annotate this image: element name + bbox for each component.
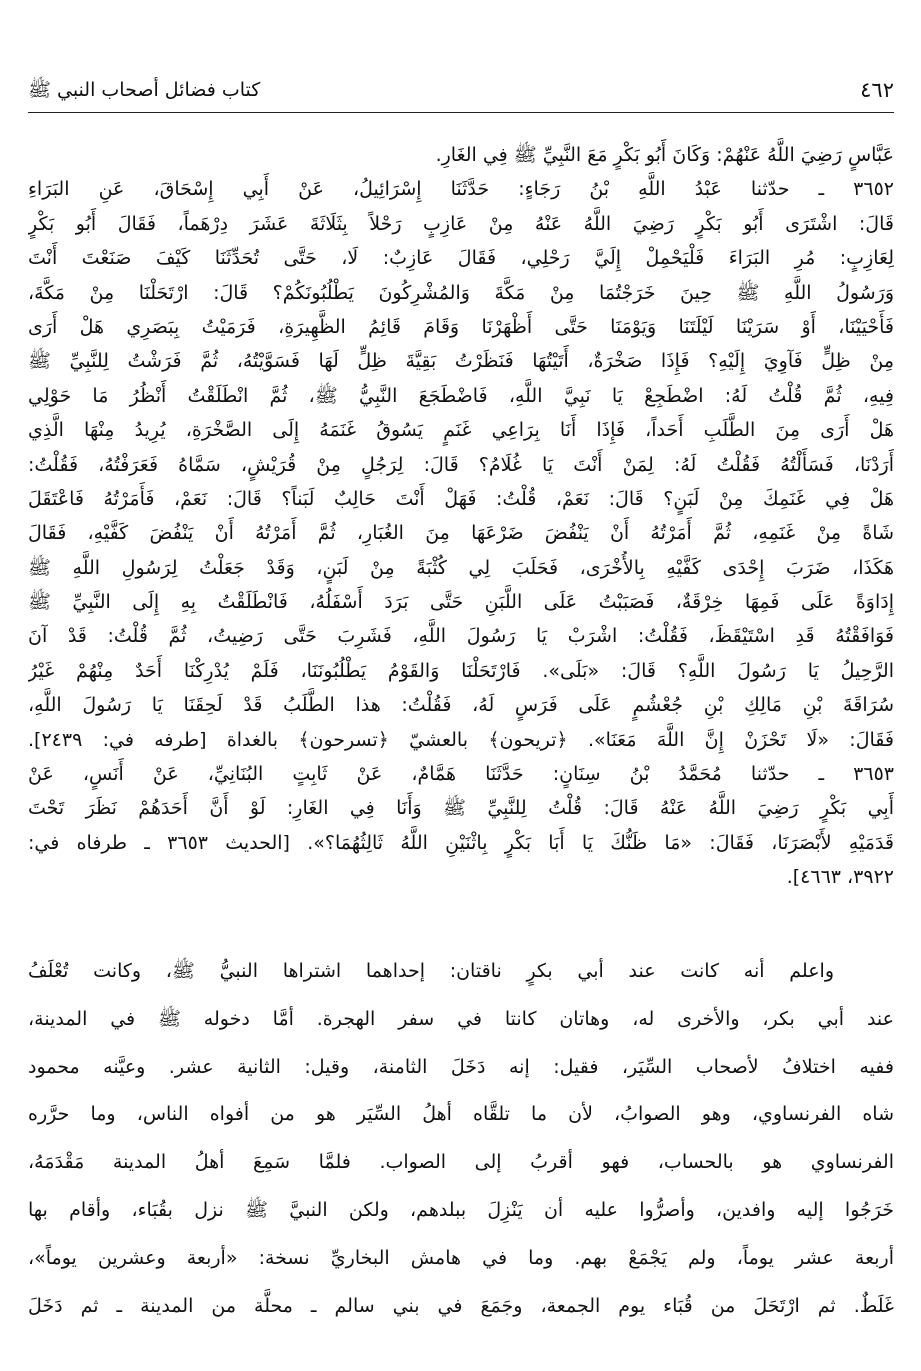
hadith-line: لِعَازِبٍ: مُرِ البَرَاءَ فَلْيَحْمِلْ إِلَيَّ رَحْلِي، فَقَالَ عَازِبٌ: لَا، حَتَّى تُحَدِّثَنَا كَيْفَ صَنَعْتَ أَنْتَ [28, 247, 894, 270]
hadith-line: مِنْ ظِلٍّ فَآوِيَ إِلَيْهِ؟ فَإِذَا صَخْرَةٌ، أَتَيْتُهَا فَنَظَرْتُ بَقِيَّةَ ظِلٍّ لَهَا فَسَوَّيْتُهُ، ثُمَّ فَرَشْتُ لِلنَّبِيِّ ﷺ [28, 350, 894, 373]
hadith-line: الرَّحِيلُ يَا رَسُولَ اللَّهِ؟ قَالَ: «بَلَى». فَارْتَحَلْنَا وَالقَوْمُ يَطْلُبُونَنَا، فَلَمْ يُدْرِكْنَا أَحَدٌ مِنْهُمْ غَيْرُ [28, 659, 894, 682]
hadith-line: فِيهِ، ثُمَّ قُلْتُ لَهُ: اضْطَجِعْ يَا نَبِيَّ اللَّهِ، فَاضْطَجَعَ النَّبِيُّ ﷺ، ثُمَّ انْطَلَقْتُ أَنْظُرُ مَا حَوْلِي [28, 384, 894, 407]
commentary-line: ففيه اختلافُ لأصحاب السِّيَر، فقيل: إنه دَخَلَ الثامنة، وقيل: الثانية عشر. وعيَّنه محمود [28, 1055, 894, 1078]
page-number: ٤٦٢ [860, 78, 894, 102]
commentary-line: واعلم أنه كانت عند أبي بكرٍ ناقتان: إحداهما اشتراها النبيُّ ﷺ، وكانت تُعْلَفُ [28, 960, 834, 982]
commentary-line: عند أبي بكر، والأخرى له، وهاتان كانتا في سفر الهجرة. أمَّا دخوله ﷺ في المدينة، [28, 1007, 894, 1030]
hadith-line: شَاةً مِنْ غَنَمِهِ، ثُمَّ أَمَرْتُهُ أَنْ يَنْفُضَ ضَرْعَهَا مِنَ الغُبَارِ، ثُمَّ أَمَرْتُهُ أَنْ يَنْفُضَ كَفَّيْهِ، فَقَالَ [28, 522, 894, 545]
hadith-line: أَبِي بَكْرٍ رَضِيَ اللَّهُ عَنْهُ قَالَ: قُلْتُ لِلنَّبِيِّ ﷺ وَأَنَا فِي الغَارِ: لَوْ أَنَّ أَحَدَهُمْ نَظَرَ تَحْتَ [28, 797, 894, 820]
commentary-line: الفرنساوي هو بالحساب، فهو أقربُ إلى الصواب. فلمَّا سَمِعَ أهلُ المدينة مَقْدَمَهُ، [28, 1151, 894, 1174]
commentary-line: خَرَجُوا إليه وافدين، وأصرُّوا عليه أن يَنْزِلَ ببلدهم، ولكن النبيَّ ﷺ نزل بقُبَاء، وأقام بها [28, 1198, 894, 1221]
hadith-line: ٣٩٢٢، ٤٦٦٣]. [786, 866, 894, 889]
header-rule [28, 112, 894, 113]
hadith-line: وَرَسُولُ اللَّهِ ﷺ حِينَ خَرَجْتُمَا مِنْ مَكَّةَ وَالمُشْرِكُونَ يَطْلُبُونَكُمْ؟ قَالَ: ارْتَحَلْنَا مِنْ مَكَّةَ، [28, 281, 894, 304]
hadith-line: فَوَافَقْتُهُ قَدِ اسْتَيْقَظَ، فَقُلْتُ: اشْرَبْ يَا رَسُولَ اللَّهِ، فَشَرِبَ حَتَّى رَضِيتُ، ثُمَّ قُلْتُ: قَدْ آنَ [28, 625, 894, 648]
hadith-line: فَقَالَ: «لَا تَحْزَنْ إِنَّ اللَّهَ مَعَنَا». ﴿تريحون﴾ بالعشيّ ﴿تسرحون﴾ بالغداة [طرفه في: ٢٤٣٩]. [28, 728, 894, 751]
commentary-line: غَلَطٌ. ثم ارْتَحَلَ من قُبَاء يوم الجمعة، وجَمَعَ في بني سالم ـ محلَّة من المدينة ـ ثم دَخَلَ [28, 1294, 894, 1317]
hadith-line: ٣٦٥٣ ـ حدّثنا مُحَمَّدُ بْنُ سِنَانٍ: حَدَّثَنَا هَمَّامٌ، عَنْ ثَابِتٍ البُنَانِيِّ، عَنْ أَنَسٍ، عَنْ [28, 763, 894, 786]
hadith-line: قَدَمَيْهِ لأَبْصَرَنَا، فَقَالَ: «مَا ظَنُّكَ يَا أَبَا بَكْرٍ بِاثْنَيْنِ اللَّهُ ثَالِثُهُمَا؟». [الحديث ٣٦٥٣ ـ طرفاه في: [28, 831, 894, 854]
commentary-line: شاه الفرنساوي، وهو الصوابُ، لأن ما تلقَّاه أهلُ السِّيَر هو من أفواه الناس، وما حرَّره [28, 1103, 894, 1126]
hadith-text [28, 138, 894, 895]
hadith-line: عَبَّاسٍ رَضِيَ اللَّهُ عَنْهُمْ: وَكَانَ أَبُو بَكْرٍ مَعَ النَّبِيِّ ﷺ فِي الغَارِ. [435, 144, 894, 166]
commentary-text [28, 948, 894, 1330]
hadith-line: هَلْ أَرَى مِنَ الطَّلَبِ أَحَداً، فَإِذَا أَنَا بِرَاعِي غَنَمٍ يَسُوقُ غَنَمَهُ إِلَى الصَّخْرَةِ، يُرِيدُ مِنْهَا الَّذِي [28, 419, 894, 442]
hadith-line: هَلْ فِي غَنَمِكَ مِنْ لَبَنٍ؟ قَالَ: نَعَمْ، قُلْتُ: فَهَلْ أَنْتَ حَالِبٌ لَبَناً؟ قَالَ: نَعَمْ، فَأَمَرْتُهُ فَاعْتَقَلَ [28, 487, 894, 510]
commentary-line: أربعة عشر يوماً، ولم يَجْمَعْ بهم. وما في هامش البخاريِّ نسخة: «أربعة وعشرين يوماً»، [28, 1246, 894, 1269]
hadith-line: سُرَاقَةَ بْنِ مَالِكِ بْنِ جُعْشُمٍ عَلَى فَرَسٍ لَهُ، فَقُلْتُ: هذا الطَّلَبُ قَدْ لَحِقَنَا يَا رَسُولَ اللَّهِ، [28, 694, 894, 717]
page-header [28, 78, 894, 108]
hadith-line: أَرَدْنَا، فَسَأَلْتُهُ فَقُلْتُ لَهُ: لِمَنْ أَنْتَ يَا غُلَامُ؟ قَالَ: لِرَجُلٍ مِنْ قُرَيْشٍ، سَمَّاهُ فَعَرَفْتُهُ، فَقُلْتُ: [28, 453, 894, 476]
hadith-line: هَكَذَا، ضَرَبَ إِحْدَى كَفَّيْهِ بِالأُخْرَى، فَحَلَبَ لِي كُثْبَةً مِنْ لَبَنٍ، وَقَدْ جَعَلْتُ لِرَسُولِ اللَّهِ ﷺ [28, 556, 894, 579]
hadith-line: قَالَ: اشْتَرَى أَبُو بَكْرٍ رَضِيَ اللَّهُ عَنْهُ مِنْ عَازِبٍ رَحْلاً بِثَلَاثَةَ عَشَرَ دِرْهَماً، فَقَالَ أَبُو بَكْرٍ [28, 212, 894, 235]
running-title: كتاب فضائل أصحاب النبي ﷺ [28, 79, 261, 101]
hadith-line: ٣٦٥٢ ـ حدّثنا عَبْدُ اللَّهِ بْنُ رَجَاءٍ: حَدَّثَنَا إِسْرَائِيلُ، عَنْ أَبِي إِسْحَاقَ، عَنِ البَرَاءِ [28, 178, 894, 201]
hadith-line: فَأَحْيَيْنَا، أَوْ سَرَيْنَا لَيْلَتَنَا وَيَوْمَنَا حَتَّى أَظْهَرْنَا وَقَامَ قَائِمُ الظَّهِيرَةِ، فَرَمَيْتُ بِبَصَرِي هَلْ أَرَى [28, 315, 894, 338]
hadith-line: إِدَاوَةً عَلَى فَمِهَا خِرْقَةٌ، فَصَبَبْتُ عَلَى اللَّبَنِ حَتَّى بَرَدَ أَسْفَلُهُ، فَانْطَلَقْتُ بِهِ إِلَى النَّبِيِّ ﷺ [28, 591, 894, 614]
